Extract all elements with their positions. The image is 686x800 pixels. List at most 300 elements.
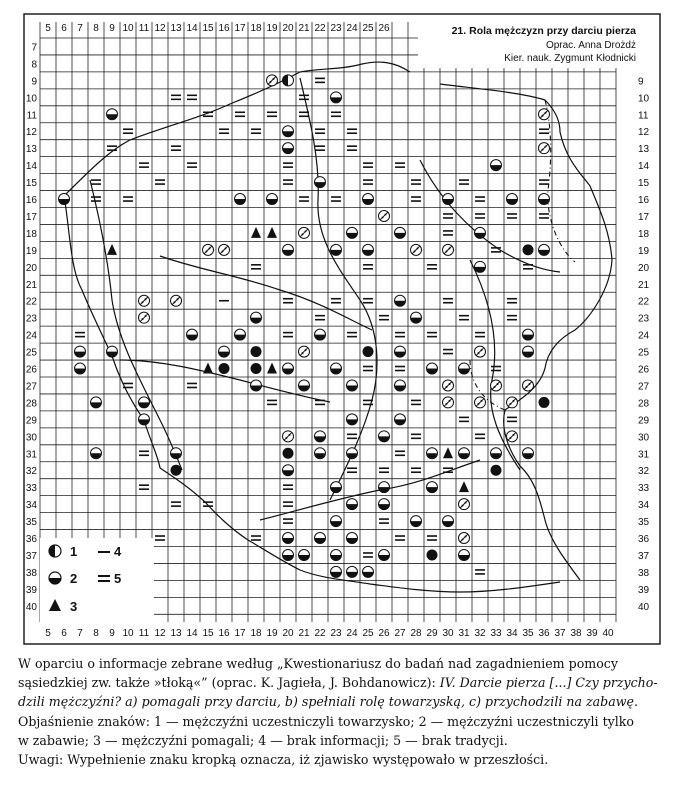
- map-symbol-filled: [491, 465, 502, 476]
- map-legend: [40, 538, 154, 624]
- map-symbol-half-circle: [347, 448, 358, 459]
- map-symbol-no-tradition: [203, 502, 213, 506]
- grid-number: 18: [250, 23, 262, 34]
- map-symbol-half-circle: [395, 227, 406, 238]
- grid-number: 17: [234, 628, 246, 639]
- grid-number: 26: [25, 364, 37, 376]
- map-symbol-no-tradition: [411, 434, 421, 438]
- map-symbol-no-tradition: [475, 570, 485, 574]
- map-symbol-half-circle: [363, 244, 374, 255]
- map-symbol-half-circle: [475, 261, 486, 272]
- grid-number: 30: [638, 432, 650, 444]
- map-symbol-half-circle: [91, 448, 102, 459]
- map-symbol-no-tradition: [411, 468, 421, 472]
- map-symbol-half-circle: [363, 194, 374, 205]
- caption-source: sąsiedzkiej zw. także »tłoką«” (oprac. K. Jagieła, J. Bohdanowicz):: [18, 675, 440, 691]
- map-symbol-no-tradition: [363, 367, 373, 371]
- caption-line-3: dzili mężczyźni? a) pomagali przy darciu, b) spełniali rolę towarzyską, c) przychodzili na zabawę.: [18, 694, 638, 710]
- map-symbol-past: [443, 244, 454, 255]
- legend-label-4: 4: [114, 544, 122, 559]
- grid-number: 24: [346, 628, 358, 639]
- map-symbol-half-circle: [459, 363, 470, 374]
- map-symbol-men-helped: [443, 447, 453, 458]
- map-symbol-half-circle: [443, 194, 454, 205]
- grid-number: 22: [314, 628, 326, 639]
- map-symbol-half-circle: [331, 482, 342, 493]
- grid-number: 23: [330, 23, 342, 34]
- border-river-line: [64, 62, 410, 196]
- map-symbol-no-tradition: [251, 265, 261, 269]
- map-symbol-half-circle: [91, 397, 102, 408]
- map-symbol-half-circle: [523, 329, 534, 340]
- map-symbol-no-tradition: [379, 468, 389, 472]
- grid-number: 6: [61, 23, 67, 34]
- grid-number: 8: [93, 23, 99, 34]
- map-symbol-no-tradition: [427, 333, 437, 337]
- grid-number: 12: [25, 127, 37, 139]
- map-symbol-no-tradition: [267, 112, 277, 116]
- map-symbol-no-tradition: [75, 333, 85, 337]
- map-symbol-no-tradition: [283, 299, 293, 303]
- map-symbol-past: [475, 346, 486, 357]
- map-symbol-half-circle: [75, 346, 86, 357]
- grid-number: 7: [77, 628, 83, 639]
- map-symbol-half-circle: [395, 295, 406, 306]
- map-symbol-half-circle: [299, 549, 310, 560]
- grid-number: 24: [346, 23, 358, 34]
- grid-number: 18: [638, 228, 650, 240]
- map-symbol-half-circle: [379, 482, 390, 493]
- map-symbol-no-tradition: [91, 197, 101, 201]
- legend-label-1: 1: [70, 544, 78, 559]
- grid-number: 11: [26, 110, 37, 122]
- map-symbol-half-circle: [139, 414, 150, 425]
- map-symbol-no-tradition: [475, 214, 485, 218]
- grid-number: 19: [266, 23, 278, 34]
- grid-number: 18: [25, 228, 37, 240]
- caption-line-2: [18, 673, 674, 692]
- map-symbol-no-tradition: [171, 502, 181, 506]
- map-symbol-no-tradition: [507, 214, 517, 218]
- map-symbol-no-tradition: [299, 197, 309, 201]
- map-symbol-past: [443, 380, 454, 391]
- map-symbol-half-circle: [331, 566, 342, 577]
- legend-label-2: 2: [70, 571, 78, 586]
- grid-number: 22: [314, 23, 326, 34]
- grid-number: 27: [638, 381, 650, 393]
- map-symbol-no-tradition: [283, 485, 293, 489]
- grid-number: 22: [25, 296, 37, 308]
- border-river-line: [160, 256, 372, 330]
- map-symbol-past: [267, 75, 278, 86]
- map-symbol-half-circle: [347, 380, 358, 391]
- map-symbol-half-circle: [283, 244, 294, 255]
- border-river-line: [300, 78, 377, 500]
- map-symbol-no-tradition: [523, 265, 533, 269]
- map-symbol-half-circle: [187, 329, 198, 340]
- map-symbol-no-tradition: [171, 146, 181, 150]
- map-symbol-half-circle: [107, 346, 118, 357]
- map-symbol-half-circle: [347, 566, 358, 577]
- map-symbol-past: [539, 109, 550, 120]
- grid-number: 25: [25, 347, 37, 359]
- map-symbol-no-tradition: [187, 383, 197, 387]
- map-symbol-half-circle: [235, 329, 246, 340]
- map-supervisor: Kier. nauk. Zygmunt Kłodnicki: [504, 53, 636, 64]
- map-symbol-no-tradition: [411, 197, 421, 201]
- grid-number: 36: [538, 628, 550, 639]
- map-symbol-past: [139, 312, 150, 323]
- map-symbol-half-circle: [267, 194, 278, 205]
- grid-number: 20: [282, 23, 294, 34]
- grid-number: 29: [426, 628, 438, 639]
- map-symbol-filled: [251, 346, 262, 357]
- map-author: Oprac. Anna Drożdż: [545, 40, 636, 51]
- grid-number: 28: [638, 398, 650, 410]
- map-symbol-filled: [427, 549, 438, 560]
- grid-number: 14: [186, 628, 198, 639]
- grid-number: 38: [638, 567, 650, 579]
- grid-number: 27: [25, 381, 37, 393]
- map-symbol-no-tradition: [315, 316, 325, 320]
- map-symbol-past: [507, 431, 518, 442]
- grid-number: 13: [170, 628, 182, 639]
- grid-number: 13: [638, 144, 650, 156]
- map-symbol-half-circle: [347, 533, 358, 544]
- grid-number: 37: [25, 550, 37, 562]
- map-symbol-half-circle: [107, 109, 118, 120]
- grid-number: 21: [638, 279, 650, 291]
- map-symbol-no-tradition: [331, 299, 341, 303]
- map-symbol-half-circle: [315, 533, 326, 544]
- grid-number: 20: [282, 628, 294, 639]
- map-symbol-no-tradition: [507, 417, 517, 421]
- map-symbol-no-tradition: [299, 112, 309, 116]
- map-symbol-filled: [171, 465, 182, 476]
- grid-number: 21: [25, 279, 37, 291]
- legend-label-5: 5: [114, 571, 122, 586]
- grid-number: 5: [45, 23, 51, 34]
- grid-number: 12: [638, 127, 650, 139]
- map-symbol-half-circle: [299, 380, 310, 391]
- map-symbol-no-tradition: [443, 350, 453, 354]
- map-symbol-half-circle: [331, 549, 342, 560]
- map-caption: [18, 654, 674, 769]
- map-symbol-half-circle: [523, 448, 534, 459]
- map-symbol-no-tradition: [363, 180, 373, 184]
- grid-number: 34: [25, 500, 37, 512]
- map-symbol-no-tradition: [443, 231, 453, 235]
- caption-line-1: W oparciu o informacje zebrane według „Kwestionariusz do badań nad zagadnieniem pomocy: [18, 656, 618, 671]
- grid-number: 32: [638, 466, 650, 478]
- map-symbol-past: [539, 143, 550, 154]
- grid-number: 38: [25, 567, 37, 579]
- map-symbol-no-tradition: [187, 95, 197, 99]
- map-symbol-men-helped: [267, 227, 277, 238]
- map-symbol-half-circle: [379, 431, 390, 442]
- grid-number: 17: [638, 211, 650, 223]
- map-symbol-no-tradition: [171, 95, 181, 99]
- grid-number: 21: [298, 23, 310, 34]
- map-symbol-past: [299, 227, 310, 238]
- map-symbol-no-tradition: [347, 333, 357, 337]
- grid-number: 11: [138, 23, 150, 34]
- map-symbol-past: [171, 295, 182, 306]
- map-symbol-no-tradition: [315, 400, 325, 404]
- map-symbol-filled: [363, 346, 374, 357]
- grid-number: 38: [570, 628, 582, 639]
- map-symbol-no-tradition: [315, 146, 325, 150]
- map-symbol-no-tradition: [411, 180, 421, 184]
- grid-number: 39: [638, 584, 650, 596]
- map-symbol-half-circle: [475, 227, 486, 238]
- map-symbol-half-circle: [395, 414, 406, 425]
- caption-line-4: Objaśnienie znaków: 1 — mężczyźni uczestniczyli towarzysko; 2 — mężczyźni uczestniczyli tylko: [18, 713, 634, 729]
- grid-number: 16: [218, 23, 230, 34]
- map-symbol-past: [283, 431, 294, 442]
- map-symbol-half-circle: [331, 92, 342, 103]
- map-symbol-half-circle: [331, 363, 342, 374]
- map-symbol-half-circle: [411, 516, 422, 527]
- map-symbol-half-circle: [139, 397, 150, 408]
- map-symbol-no-tradition: [283, 163, 293, 167]
- grid-number: 14: [186, 23, 198, 34]
- map-symbol-men-helped: [267, 363, 277, 374]
- grid-number: 35: [522, 628, 534, 639]
- grid-number: 12: [154, 23, 166, 34]
- map-symbol-no-tradition: [475, 333, 485, 337]
- map-symbol-filled: [523, 244, 534, 255]
- legend-symbol-2-icon: [49, 572, 61, 584]
- map-symbol-filled: [219, 363, 230, 374]
- border-river-line: [420, 160, 560, 272]
- grid-number: 34: [506, 628, 518, 639]
- grid-number: 36: [25, 534, 37, 546]
- map-symbol-half-circle: [315, 448, 326, 459]
- map-symbol-no-tradition: [539, 180, 549, 184]
- map-symbol-past: [443, 397, 454, 408]
- map-symbol-half-circle: [427, 448, 438, 459]
- grid-number: 15: [202, 23, 214, 34]
- map-symbol-no-tradition: [267, 400, 277, 404]
- grid-number: 29: [25, 415, 37, 427]
- grid-number: 32: [25, 466, 37, 478]
- grid-number: 37: [554, 628, 566, 639]
- grid-number: 25: [638, 347, 650, 359]
- map-symbol-no-tradition: [251, 129, 261, 133]
- map-symbol-no-tradition: [331, 112, 341, 116]
- map-symbol-no-tradition: [539, 214, 549, 218]
- grid-number: 34: [638, 500, 650, 512]
- map-symbol-past: [459, 533, 470, 544]
- map-symbol-half-circle: [523, 346, 534, 357]
- map-symbol-filled: [283, 448, 294, 459]
- map-symbol-no-tradition: [443, 214, 453, 218]
- map-symbol-past: [379, 210, 390, 221]
- map-symbol-half-circle: [283, 465, 294, 476]
- grid-number: 15: [638, 178, 650, 190]
- map-symbol-half-circle: [443, 516, 454, 527]
- grid-number: 9: [638, 76, 644, 88]
- grid-number: 12: [154, 628, 166, 639]
- map-symbol-no-tradition: [235, 112, 245, 116]
- map-symbol-no-tradition: [123, 129, 133, 133]
- map-symbol-no-tradition: [283, 519, 293, 523]
- map-symbol-half-circle: [459, 448, 470, 459]
- grid-number: 19: [638, 245, 650, 257]
- map-symbol-no-tradition: [251, 536, 261, 540]
- map-symbol-half-circle: [363, 566, 374, 577]
- grid-number: 26: [378, 628, 390, 639]
- map-symbol-past: [219, 244, 230, 255]
- grid-number: 9: [109, 23, 115, 34]
- map-symbol-half-circle: [315, 431, 326, 442]
- grid-number: 10: [25, 93, 37, 105]
- grid-number: 19: [266, 628, 278, 639]
- map-symbol-no-tradition: [283, 502, 293, 506]
- map-symbol-half-circle: [347, 414, 358, 425]
- map-symbol-half-circle: [59, 194, 70, 205]
- grid-number: 31: [458, 628, 470, 639]
- map-symbol-no-tradition: [363, 265, 373, 269]
- grid-number: 37: [638, 550, 650, 562]
- grid-number: 7: [31, 42, 37, 54]
- grid-number: 9: [109, 628, 115, 639]
- map-symbol-half-circle: [219, 346, 230, 357]
- grid-number: 30: [442, 628, 454, 639]
- map-symbol-no-tradition: [395, 163, 405, 167]
- map-symbol-no-tradition: [395, 333, 405, 337]
- caption-line-5: w zabawie; 3 — mężczyźni pomagali; 4 — brak informacji; 5 — brak tradycji.: [18, 732, 508, 748]
- grid-number: 9: [31, 76, 37, 88]
- map-symbol-half-circle: [427, 482, 438, 493]
- grid-number: 16: [218, 628, 230, 639]
- map-symbol-past: [411, 244, 422, 255]
- map-symbol-no-tradition: [347, 146, 357, 150]
- map-symbol-no-tradition: [219, 129, 229, 133]
- map-symbol-half-circle: [283, 126, 294, 137]
- map-symbol-half-circle: [491, 160, 502, 171]
- map-symbol-filled: [251, 363, 262, 374]
- grid-number: 25: [362, 23, 374, 34]
- legend-label-3: 3: [70, 599, 78, 614]
- grid-number: 17: [25, 211, 37, 223]
- map-symbol-no-tradition: [139, 163, 149, 167]
- caption-question: IV. Darcie pierza [...] Czy przycho-: [439, 675, 658, 691]
- map-symbol-no-tradition: [475, 197, 485, 201]
- map-symbol-half-circle: [315, 177, 326, 188]
- grid-number: 16: [25, 195, 37, 207]
- map-symbol-no-tradition: [395, 367, 405, 371]
- grid-number: 22: [638, 296, 650, 308]
- map-symbol-half-circle: [395, 380, 406, 391]
- grid-number: 39: [25, 584, 37, 596]
- grid-number: 23: [330, 628, 342, 639]
- grid-number: 19: [25, 245, 37, 257]
- map-symbol-past: [523, 380, 534, 391]
- map-symbol-no-tradition: [91, 180, 101, 184]
- map-symbol-past: [139, 295, 150, 306]
- map-symbol-half-circle: [75, 363, 86, 374]
- map-symbol-no-tradition: [539, 129, 549, 133]
- map-symbol-no-tradition: [427, 265, 437, 269]
- map-symbol-half-circle: [331, 244, 342, 255]
- map-symbol-past: [459, 499, 470, 510]
- grid-number: 31: [25, 449, 37, 461]
- map-symbol-half-circle: [171, 448, 182, 459]
- grid-number: 15: [202, 628, 214, 639]
- grid-number: 40: [602, 628, 614, 639]
- map-symbol-half-circle: [507, 194, 518, 205]
- map-symbol-no-tradition: [331, 197, 341, 201]
- map-symbol-no-tradition: [459, 180, 469, 184]
- grid-number: 5: [45, 628, 51, 639]
- map-symbol-no-tradition: [363, 553, 373, 557]
- map-symbol-no-tradition: [283, 333, 293, 337]
- map-symbol-past: [491, 380, 502, 391]
- map-symbol-no-tradition: [395, 451, 405, 455]
- grid-number: 40: [25, 601, 37, 613]
- map-symbol-no-tradition: [155, 536, 165, 540]
- grid-number: 31: [638, 449, 650, 461]
- grid-number: 6: [61, 628, 67, 639]
- map-symbol-no-tradition: [347, 129, 357, 133]
- map-symbol-men-helped: [203, 363, 213, 374]
- map-symbol-men-helped: [107, 244, 117, 255]
- grid-number: 14: [25, 161, 37, 173]
- map-symbol-no-tradition: [395, 536, 405, 540]
- grid-number: 20: [25, 262, 37, 274]
- grid-number: 33: [638, 483, 650, 495]
- map-symbol-half-circle: [283, 143, 294, 154]
- map-symbol-no-tradition: [187, 163, 197, 167]
- map-symbol-no-tradition: [459, 316, 469, 320]
- grid-number: 30: [25, 432, 37, 444]
- grid-number: 32: [474, 628, 486, 639]
- grid-number: 16: [638, 195, 650, 207]
- map-symbol-social: [283, 75, 294, 86]
- map-symbol-no-tradition: [139, 485, 149, 489]
- map-symbol-no-tradition: [507, 316, 517, 320]
- grid-number: 40: [638, 601, 650, 613]
- grid-number: 8: [31, 59, 37, 71]
- grid-number: 23: [638, 313, 650, 325]
- map-symbol-no-tradition: [491, 367, 501, 371]
- grid-number: 28: [410, 628, 422, 639]
- map-symbol-men-helped: [251, 227, 261, 238]
- grid-number: 28: [25, 398, 37, 410]
- map-symbol-half-circle: [331, 516, 342, 527]
- grid-number: 11: [138, 628, 150, 639]
- map-symbol-no-tradition: [123, 197, 133, 201]
- map-symbol-no-tradition: [443, 299, 453, 303]
- map-symbol-no-tradition: [363, 299, 373, 303]
- map-symbol-no-tradition: [475, 434, 485, 438]
- map-symbol-no-tradition: [411, 400, 421, 404]
- map-title: 21. Rola mężczyzn przy darciu pierza: [451, 25, 636, 37]
- map-symbol-no-tradition: [347, 468, 357, 472]
- map-symbol-half-circle: [379, 549, 390, 560]
- grid-number: 21: [298, 628, 310, 639]
- map-symbol-past: [475, 397, 486, 408]
- grid-number: 20: [638, 262, 650, 274]
- grid-number: 24: [638, 330, 650, 342]
- map-symbol-half-circle: [539, 194, 550, 205]
- map-symbol-half-circle: [379, 499, 390, 510]
- legend-symbol-1-icon: [49, 545, 61, 557]
- grid-number: 17: [234, 23, 246, 34]
- map-symbol-half-circle: [491, 448, 502, 459]
